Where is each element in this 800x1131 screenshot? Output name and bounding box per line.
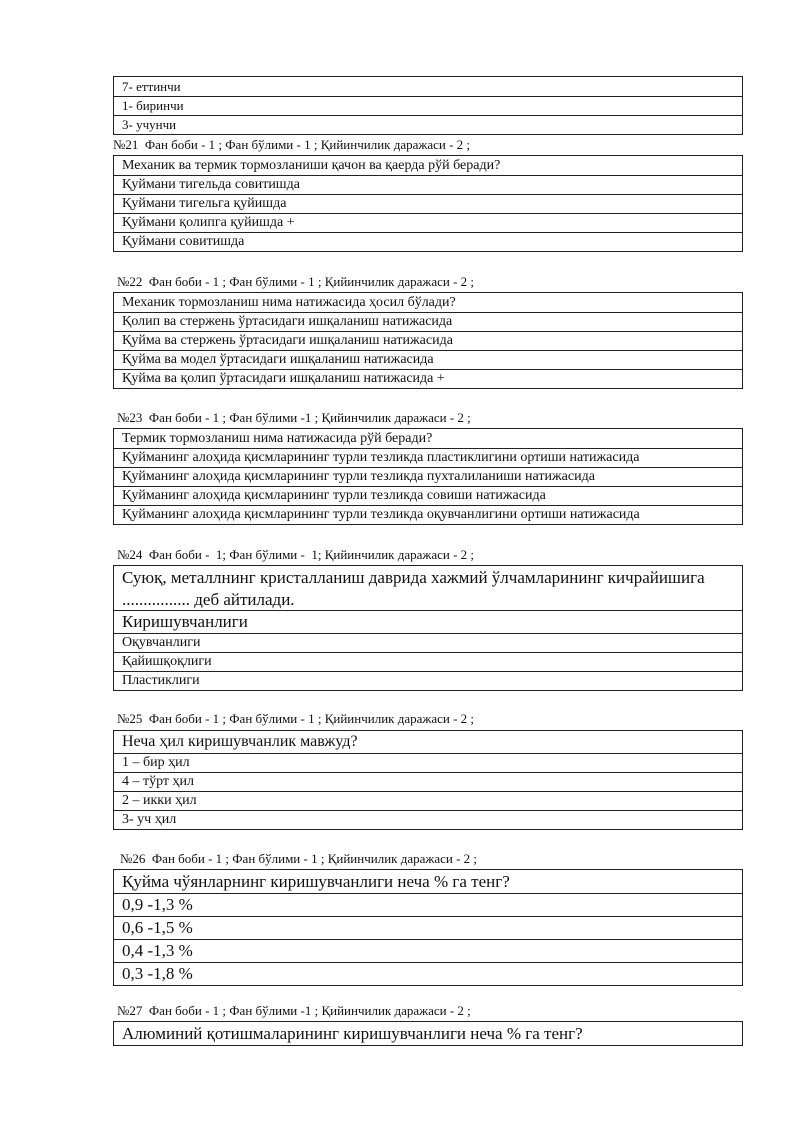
question-table-26 (113, 869, 743, 986)
question-header-27: №27 Фан боби - 1 ; Фан бўлими -1 ; Қийинчилик даражаси - 2 ; (117, 1003, 471, 1018)
answer-row: Қуйма ва стержень ўртасидаги ишқаланиш натижасида (114, 331, 742, 350)
question-text: Қуйма чўянларнинг киришувчанлиги неча % га тенг? (122, 871, 510, 891)
answer-row: Қуймани тигельга қуйишда (114, 194, 742, 213)
answer-row: Киришувчанлиги (114, 610, 742, 633)
answer-row: Қуйманинг алоҳида қисмларининг турли тезликда совиши натижасида (114, 486, 742, 505)
question-text: Механик тормозланиш нима натижасида ҳосил бўлади? (122, 294, 456, 310)
answer-row: Қуйманинг алоҳида қисмларининг турли тезликда пластиклигини ортиши натижасида (114, 448, 742, 467)
answer-row: 0,4 -1,3 % (114, 939, 742, 962)
answer-row: Қуймани тигельда совитишда (114, 175, 742, 194)
question-table-24 (113, 565, 743, 691)
answer-row: Қуйма ва модел ўртасидаги ишқаланиш натижасида (114, 350, 742, 369)
answer-row: Қуймани қолипга қуйишда + (114, 213, 742, 232)
answer-row: Қуйма ва қолип ўртасидаги ишқаланиш натижасида + (114, 369, 742, 388)
answer-row: 0,6 -1,5 % (114, 916, 742, 939)
question-table-21 (113, 155, 743, 252)
answer-row: 1 – бир ҳил (114, 753, 742, 772)
answer-row: 7- еттинчи (122, 78, 181, 94)
answer-row: 0,3 -1,8 % (114, 962, 742, 985)
question-table-22 (113, 292, 743, 389)
question-header-21: №21 Фан боби - 1 ; Фан бўлими - 1 ; Қийинчилик даражаси - 2 ; (113, 137, 471, 152)
question-header-23: №23 Фан боби - 1 ; Фан бўлими -1 ; Қийинчилик даражаси - 2 ; (117, 410, 471, 425)
question-header-24: №24 Фан боби - 1; Фан бўлими - 1; Қийинчилик даражаси - 2 ; (117, 547, 475, 562)
question-text: Неча ҳил киришувчанлик мавжуд? (122, 733, 358, 750)
question-text: Алюминий қотишмаларининг киришувчанлиги неча % га тенг? (122, 1023, 583, 1043)
question-header-26: №26 Фан боби - 1 ; Фан бўлими - 1 ; Қийинчилик даражаси - 2 ; (120, 851, 478, 866)
answer-row: 2 – икки ҳил (114, 791, 742, 810)
answers-table-prev (113, 76, 743, 135)
question-header-25: №25 Фан боби - 1 ; Фан бўлими - 1 ; Қийинчилик даражаси - 2 ; (117, 711, 475, 726)
question-text: Суюқ, металлнинг кристалланиш даврида хажмий ўлчамларининг кичрайишига ................ деб айтилади. (122, 568, 705, 609)
question-header-22: №22 Фан боби - 1 ; Фан бўлими - 1 ; Қийинчилик даражаси - 2 ; (117, 274, 475, 289)
question-text: Механик ва термик тормозланиши қачон ва қаерда рўй беради? (122, 157, 501, 173)
answer-row: Қуймани совитишда (114, 232, 742, 251)
question-text: Термик тормозланиш нима натижасида рўй беради? (122, 430, 433, 446)
answer-row: Қолип ва стержень ўртасидаги ишқаланиш натижасида (114, 312, 742, 331)
question-table-27 (113, 1021, 743, 1046)
question-table-23 (113, 428, 743, 525)
answer-row: 3- уч ҳил (114, 810, 742, 829)
answer-row: 3- учунчи (114, 115, 742, 134)
answer-row: 1- биринчи (114, 96, 742, 115)
answer-row: Қуйманинг алоҳида қисмларининг турли тезликда оқувчанлигини ортиши натижасида (114, 505, 742, 524)
answer-row: 4 – тўрт ҳил (114, 772, 742, 791)
question-table-25 (113, 730, 743, 830)
answer-row: Оқувчанлиги (114, 633, 742, 652)
answer-row: Қайишқоқлиги (114, 652, 742, 671)
answer-row: 0,9 -1,3 % (114, 893, 742, 916)
answer-row: Қуйманинг алоҳида қисмларининг турли тезликда пухталиланиши натижасида (114, 467, 742, 486)
answer-row: Пластиклиги (114, 671, 742, 690)
